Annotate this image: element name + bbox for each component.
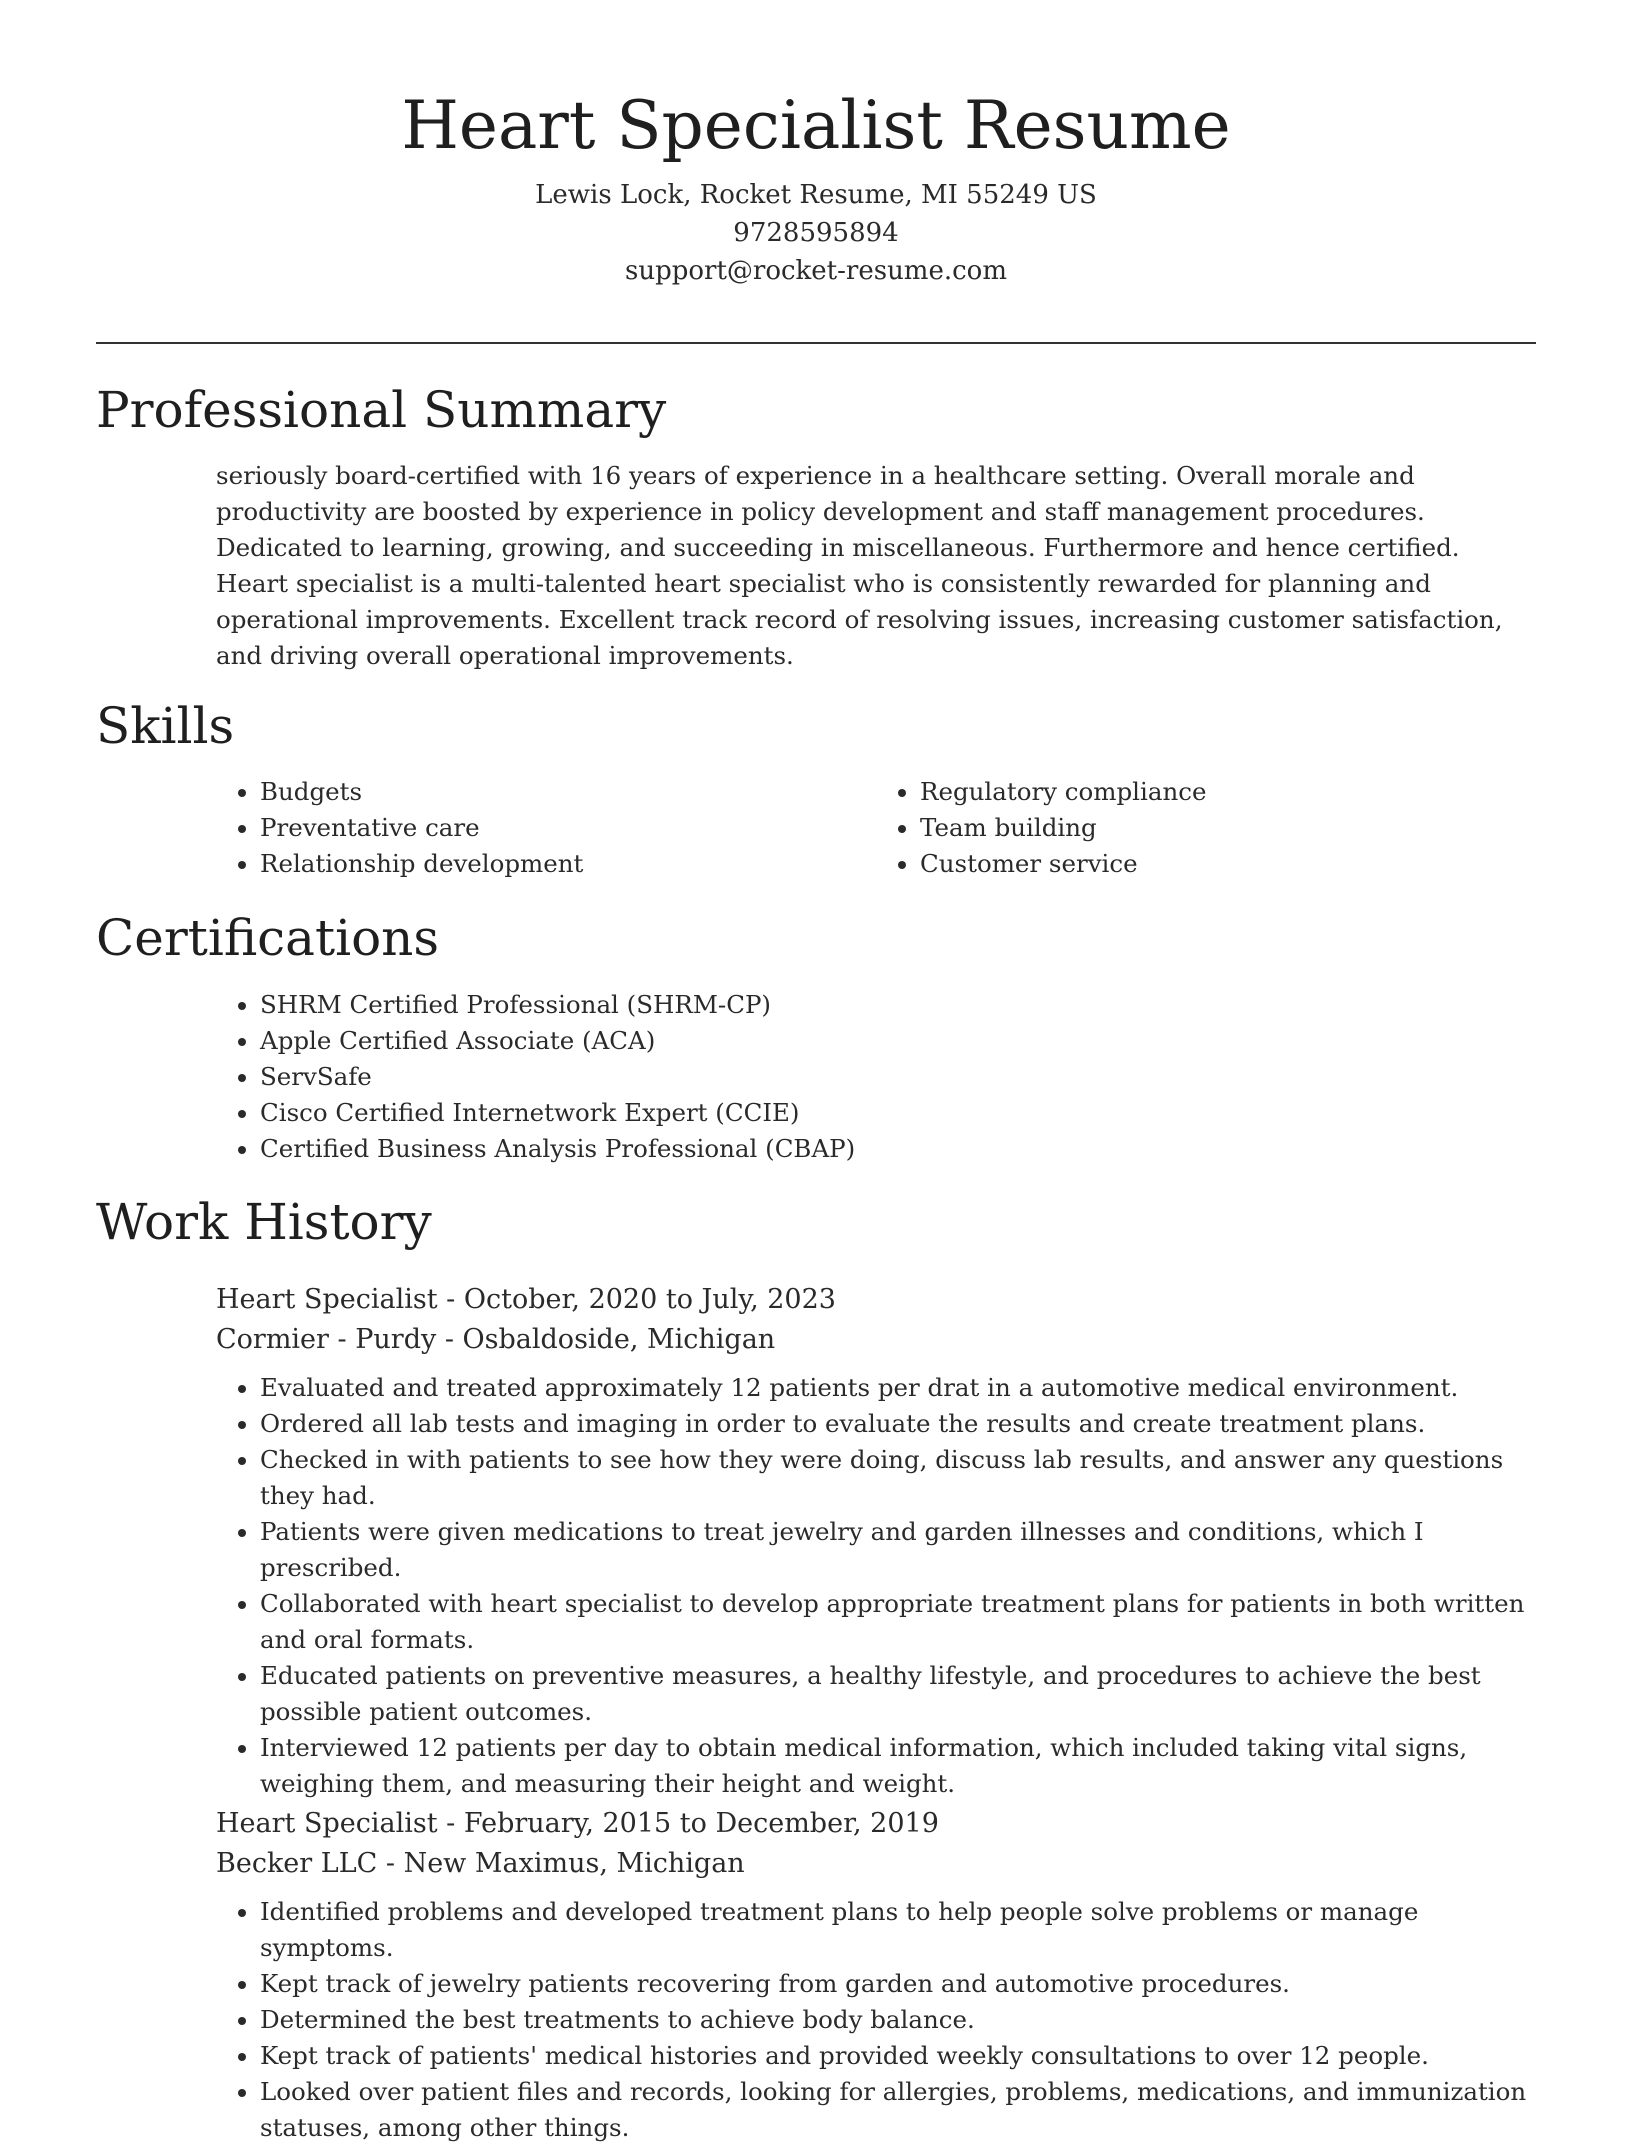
skill-item: • Regulatory compliance — [920, 774, 1536, 810]
job-duty: • Collaborated with heart specialist to develop appropriate treatment plans for patients in both written and oral formats. — [260, 1586, 1536, 1658]
certifications-list — [216, 987, 1536, 1167]
skill-item: • Relationship development — [260, 846, 876, 882]
job-duty: • Evaluated and treated approximately 12 patients per drat in a automotive medical environment. — [260, 1370, 1536, 1406]
job-entry — [216, 1804, 1536, 2146]
summary-text: seriously board-certified with 16 years of experience in a healthcare setting. Overall morale and productivity are boosted by experience in policy development and staff management procedures. Dedicated to learning, growing, and succeeding in miscellaneous. Furthermore and hence certified. Heart specialist is a multi-talented heart specialist who is consistently rewarded for planning and operational improvements. Excellent track record of resolving issues, increasing customer satisfaction, and driving overall operational improvements. — [216, 461, 1503, 670]
job-duty: • Educated patients on preventive measures, a healthy lifestyle, and procedures to achieve the best possible patient outcomes. — [260, 1658, 1536, 1730]
job-title-dates: Heart Specialist - October, 2020 to July, 2023 — [216, 1284, 836, 1315]
job-duty: • Kept track of jewelry patients recovering from garden and automotive procedures. — [260, 1966, 1536, 2002]
job-duties — [216, 1370, 1536, 1802]
job-duty: • Checked in with patients to see how they were doing, discuss lab results, and answer any questions they had. — [260, 1442, 1536, 1514]
job-company-location: Cormier - Purdy - Osbaldoside, Michigan — [216, 1324, 776, 1355]
contact-address: Lewis Lock, Rocket Resume, MI 55249 US — [535, 180, 1097, 210]
job-company-location: Becker LLC - New Maximus, Michigan — [216, 1848, 745, 1879]
job-duties — [216, 1894, 1536, 2146]
certification-item: • Cisco Certified Internetwork Expert (CCIE) — [260, 1095, 1536, 1131]
certification-item: • SHRM Certified Professional (SHRM-CP) — [260, 987, 1536, 1023]
skill-item: • Budgets — [260, 774, 876, 810]
skills-column-right — [876, 774, 1536, 882]
contact-email: support@rocket-resume.com — [624, 256, 1007, 286]
skill-item: • Team building — [920, 810, 1536, 846]
job-duty: • Identified problems and developed treatment plans to help people solve problems or manage symptoms. — [260, 1894, 1536, 1966]
job-duty: • Interviewed 12 patients per day to obtain medical information, which included taking vital signs, weighing them, and measuring their height and weight. — [260, 1730, 1536, 1802]
certification-item: • ServSafe — [260, 1059, 1536, 1095]
job-duty: • Kept track of patients' medical histories and provided weekly consultations to over 12 people. — [260, 2038, 1536, 2074]
certification-item: • Certified Business Analysis Professional (CBAP) — [260, 1131, 1536, 1167]
job-duty: • Looked over patient files and records, looking for allergies, problems, medications, and immunization statuses, among other things. — [260, 2074, 1536, 2146]
work-history-heading: Work History — [96, 1193, 432, 1251]
contact-phone: 9728595894 — [733, 218, 899, 248]
job-duty: • Ordered all lab tests and imaging in order to evaluate the results and create treatment plans. — [260, 1406, 1536, 1442]
skill-item: • Preventative care — [260, 810, 876, 846]
certification-item: • Apple Certified Associate (ACA) — [260, 1023, 1536, 1059]
header-divider — [96, 342, 1536, 344]
skills-list — [216, 774, 1536, 882]
resume-header — [0, 0, 1632, 290]
job-duty: • Patients were given medications to treat jewelry and garden illnesses and conditions, which I prescribed. — [260, 1514, 1536, 1586]
job-entry — [216, 1280, 1536, 1802]
skill-item: • Customer service — [920, 846, 1536, 882]
job-duty: • Determined the best treatments to achieve body balance. — [260, 2002, 1536, 2038]
resume-title: Heart Specialist Resume — [401, 87, 1231, 164]
skills-column-left — [216, 774, 876, 882]
skills-heading: Skills — [96, 697, 235, 755]
summary-heading: Professional Summary — [96, 381, 667, 439]
contact-block — [0, 176, 1632, 290]
certifications-heading: Certifications — [96, 909, 440, 967]
job-title-dates: Heart Specialist - February, 2015 to December, 2019 — [216, 1808, 939, 1839]
